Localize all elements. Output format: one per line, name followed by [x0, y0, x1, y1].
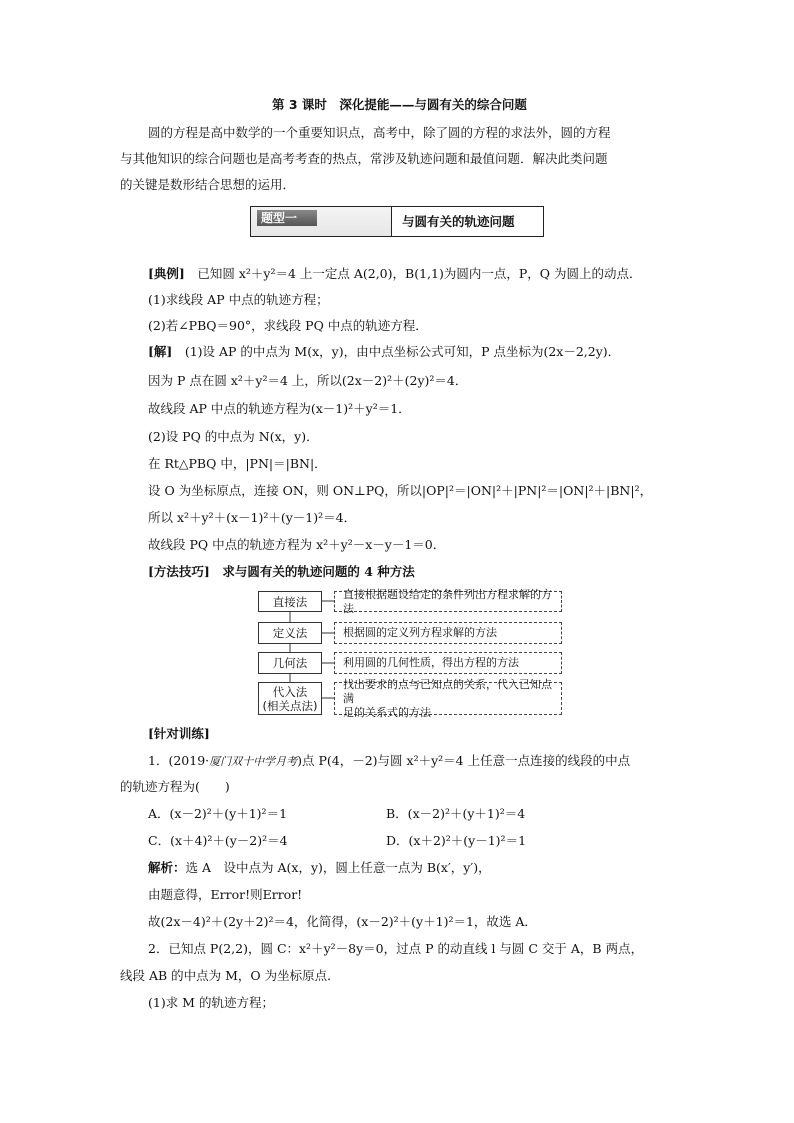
- problem-1-source: 厦门双十中学月考: [209, 755, 298, 768]
- method-box-substitution: [258, 682, 322, 715]
- solution-text-1: (1)设 AP 的中点为 M(x，y)，由中点坐标公式可知，P 点坐标为(2x－2,2y)．: [172, 344, 621, 359]
- solution-line-2: 因为 P 点在圆 x²＋y²＝4 上，所以(2x－2)²＋(2y)²＝4．: [148, 373, 468, 388]
- method-name-substitution: 代入法: [272, 684, 308, 699]
- method-title: 求与圆有关的轨迹问题的 4 种方法: [209, 564, 415, 579]
- intro-line-2: 与其他知识的综合问题也是高考考查的热点，常涉及轨迹问题和最值问题．解决此类问题: [120, 151, 608, 166]
- analysis-line-2: 由题意得，Error!则Error!: [148, 887, 303, 902]
- analysis-label: 解析：: [148, 860, 186, 875]
- method-desc-substitution: [334, 677, 562, 719]
- problem-1-line-1: [148, 752, 630, 771]
- solution-line-7: 所以 x²＋y²＋(x－1)²＋(y－1)²＝4．: [148, 510, 357, 525]
- method-desc-substitution-1: 找出要求的点与已知点的关系，代入已知点满: [343, 677, 552, 705]
- topic-name: 与圆有关的轨迹问题: [402, 214, 515, 229]
- method-box-geometry: 几何法: [258, 652, 322, 674]
- example-stem: 已知圆 x²＋y²＝4 上一定点 A(2,0)，B(1,1)为圆内一点，P，Q 为圆上的动点．: [184, 266, 642, 281]
- method-name-related-point: (相关点法): [262, 698, 318, 713]
- problem-1-line-2: 的轨迹方程为( ): [120, 779, 230, 794]
- analysis-line-1: [148, 859, 491, 877]
- option-b: B．(x－2)²＋(y＋1)²＝4: [386, 806, 526, 821]
- solution-label: [解]: [148, 344, 173, 359]
- solution-line-3: 故线段 AP 中点的轨迹方程为(x－1)²＋y²＝1．: [148, 401, 411, 416]
- problem-2-question-1: (1)求 M 的轨迹方程；: [148, 995, 274, 1010]
- example-question-1: (1)求线段 AP 中点的轨迹方程；: [148, 292, 329, 307]
- method-box-definition: 定义法: [258, 622, 322, 644]
- option-c: C．(x＋4)²＋(y－2)²＝4: [148, 833, 288, 848]
- option-d: D．(x＋2)²＋(y－1)²＝1: [386, 833, 527, 848]
- problem-2-line-1: 2．已知点 P(2,2)，圆 C：x²＋y²－8y＝0，过点 P 的动直线 l 与圆 C 交于 A，B 两点，: [148, 941, 644, 956]
- method-desc-definition: 根据圆的定义列方程求解的方法: [334, 622, 562, 644]
- topic-tag: 题型一: [257, 210, 317, 226]
- page-title: 第 3 课时 深化提能——与圆有关的综合问题: [272, 97, 527, 112]
- example-question-2: (2)若∠PBQ＝90°，求线段 PQ 中点的轨迹方程．: [148, 318, 428, 333]
- intro-line-1: 圆的方程是高中数学的一个重要知识点，高考中，除了圆的方程的求法外，圆的方程: [148, 125, 611, 140]
- method-desc-geometry: 利用圆的几何性质，得出方程的方法: [334, 652, 562, 674]
- method-label: [方法技巧]: [148, 564, 210, 579]
- solution-line-5: 在 Rt△PBQ 中，|PN|＝|BN|．: [148, 456, 327, 471]
- solution-line-8: 故线段 PQ 中点的轨迹方程为 x²＋y²－x－y－1＝0．: [148, 537, 446, 552]
- method-box-direct: 直接法: [258, 591, 322, 612]
- training-label: [针对训练]: [148, 726, 210, 741]
- method-desc-substitution-2: 足的关系式的方法: [343, 705, 431, 719]
- problem-1-prefix: 1．(2019·: [148, 753, 210, 768]
- analysis-line-3: 故(2x－4)²＋(2y＋2)²＝4，化简得，(x－2)²＋(y＋1)²＝1，故选 A．: [148, 914, 537, 929]
- problem-2-line-2: 线段 AB 的中点为 M，O 为坐标原点．: [120, 968, 340, 983]
- option-a: A．(x－2)²＋(y＋1)²＝1: [148, 806, 288, 821]
- intro-line-3: 的关键是数形结合思想的运用．: [120, 177, 296, 192]
- problem-1-stem: )点 P(4，－2)与圆 x²＋y²＝4 上任意一点连接的线段的中点: [297, 753, 631, 768]
- analysis-text-1: 选 A 设中点为 A(x，y)，圆上任意一点为 B(x′，y′)，: [185, 860, 491, 875]
- example-label: [典例]: [148, 266, 185, 281]
- method-desc-direct: 直接根据题设给定的条件列出方程求解的方法: [334, 591, 562, 612]
- solution-line-4: (2)设 PQ 的中点为 N(x，y)．: [148, 429, 319, 444]
- solution-line-6: 设 O 为坐标原点，连接 ON，则 ON⊥PQ，所以|OP|²＝|ON|²＋|PN|²＝|ON|²＋|BN|²，: [148, 483, 653, 498]
